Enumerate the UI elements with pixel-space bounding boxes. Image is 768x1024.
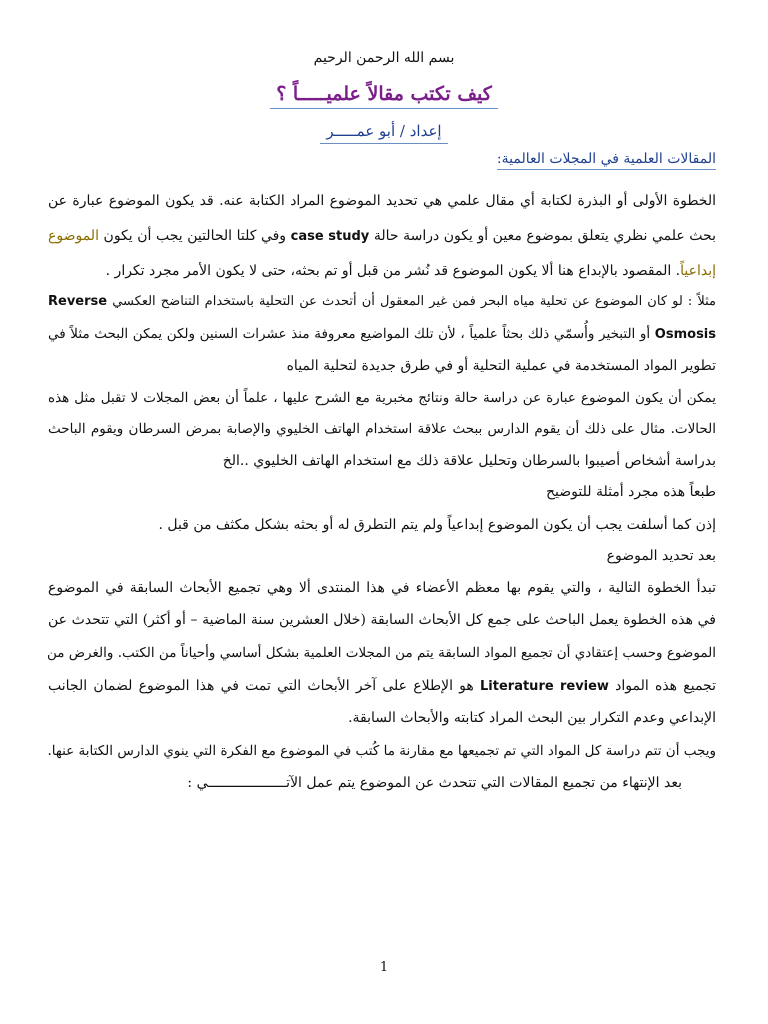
english-term: Osmosis [654,327,716,342]
english-term: case study [290,229,370,244]
section-heading: المقالات العلمية في المجلات العالمية: [497,151,716,170]
paragraph-line: بعد تحديد الموضوع [606,548,716,564]
paragraph-line: الحالات. مثال على ذلك أن يقوم الدارس ببحث علاقة استخدام الهاتف الخليوي والإصابة بمرض السرطان ويقوم الباحث [48,421,716,437]
document-title-text: كيف تكتب مقالاً علميـــــاً ؟ [270,83,498,109]
paragraph-line: تبدأ الخطوة التالية ، والتي يقوم بها معظم الأعضاء في هذا المنتدى ألا وهي تجميع الأبحاث السابقة في الموضوع [48,580,716,596]
text-span: بحث علمي نظري يتعلق بموضوع معين أو يكون دراسة حالة [373,228,716,244]
text-span: هو الإطلاع على آخر الأبحاث التي تمت في هذا الموضوع لضمان الجانب [48,678,474,694]
author-text: إعداد / أبو عمـــــر [320,122,447,144]
paragraph-line: إذن كما أسلفت يجب أن يكون الموضوع إبداعياً ولم يتم التطرق له أو بحثه بشكل مكثف من قبل . [158,517,716,533]
paragraph-line [48,226,716,247]
paragraph-line: بدراسة أشخاص أصيبوا بالسرطان وتحليل علاقة ذلك مع استخدام الهاتف الخليوي ..الخ [222,453,716,469]
english-term: Reverse [48,294,108,309]
document-title [0,83,768,105]
basmala: بسم الله الرحمن الرحيم [313,50,455,66]
english-term: Literature review [480,679,609,694]
author-line [0,122,768,140]
paragraph-line [48,292,716,312]
paragraph-line: طبعاً هذه مجرد أمثلة للتوضيح [545,484,716,500]
paragraph-line: في هذه الخطوة يعمل الباحث على جمع كل الأبحاث السابقة (خلال العشرين سنة الماضية – أو أكثر) التي تتحدث عن [48,612,716,628]
text-span: وفي كلتا الحالتين يجب أن يكون [103,228,287,244]
paragraph-line [48,324,716,345]
highlighted-word: الموضوع [48,228,99,244]
text-span: . المقصود بالإبداع هنا ألا يكون الموضوع قد نُشر من قبل أو تم بحثه، حتى لا يكون الأمر مجرد تكرار . [105,263,681,279]
paragraph-line: تطوير المواد المستخدمة في عملية التحلية أو في طرق جديدة لتحلية المياه [286,358,716,374]
text-span: تجميع هذه المواد [615,678,716,694]
paragraph-line: الإبداعي وعدم التكرار بين البحث المراد كتابته والأبحاث السابقة. [348,710,716,726]
paragraph-line: بعد الإنتهاء من تجميع المقالات التي تتحدث عن الموضوع يتم عمل الآتـــــــــــــــــــي : [187,775,682,791]
highlighted-word: إبداعياً [680,263,716,279]
paragraph-line [48,676,716,697]
paragraph-line: يمكن أن يكون الموضوع عبارة عن دراسة حالة ونتائج مخبرية مع الشرح عليها ، علماً أن بعض المجلات لا تقبل مثل هذه [48,390,716,406]
paragraph-line: الموضوع وحسب إعتقادي أن تجميع المواد السابقة يتم من المجلات العلمية بشكل أساسي وأحياناً من الكتب. والغرض من [46,645,716,661]
text-span: مثلاً : لو كان الموضوع عن تحلية مياه البحر فمن غير المعقول أن أتحدث عن التحلية باستخدام التناضح العكسي [112,294,716,309]
paragraph-line: الخطوة الأولى أو البذرة لكتابة أي مقال علمي هي تحديد الموضوع المراد الكتابة عنه. قد يكون الموضوع عبارة عن [48,193,716,209]
paragraph-line [48,261,716,281]
paragraph-line: ويجب أن تتم دراسة كل المواد التي تم تجميعها مع مقارنة ما كُتب في الموضوع مع الفكرة التي ينوي الدارس الكتابة عنها. [47,743,716,759]
text-span: أو التبخير وأُسمّي ذلك بحثاً علمياً ، لأن تلك المواضيع معروفة منذ عشرات السنين ولكن يمكن البحث مثلاً في [48,326,651,342]
page-number: 1 [379,960,389,975]
